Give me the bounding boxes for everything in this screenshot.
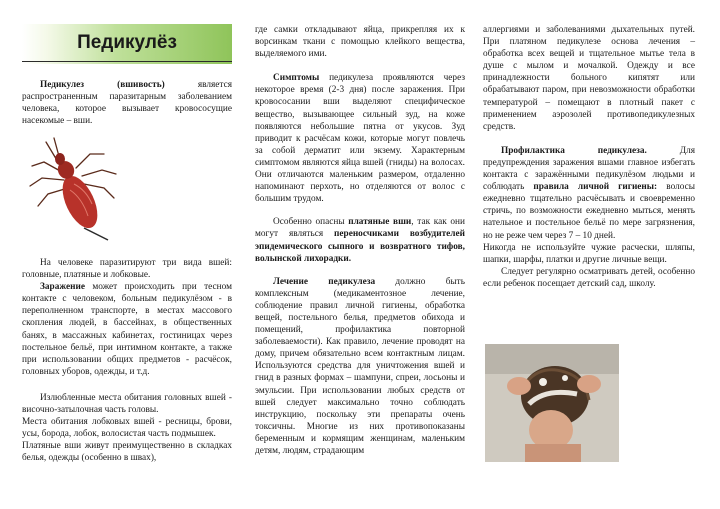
body-lice-term: платяные вши [348, 217, 412, 228]
head-lice-habitat-text: Излюбленные места обитания головных вшей - височно-затылочная часть головы. [22, 392, 232, 416]
intro-text: является распространенным паразитарным заболеванием человека, которое вызывает кровососущие насекомые – вши. [22, 80, 232, 127]
page-title: Педикулёз [77, 32, 177, 53]
inspect-children-text: Следует регулярно осматривать детей, особенно если ребенок посещает детский сад, школу. [483, 266, 695, 289]
title-banner [22, 24, 232, 64]
allergy-treatment-text: аллергиями и заболеваниями дыхательных путей. При платяном педикулезе основа лечения – обработка всех вещей и тщательное мытье тела в душе с мылом и мочалкой. Одежду и все принадлежности больного кипятят или обрабатывают паром, при невозможности обработки температурой – помещают в плотный пакет с применением аэрозолей противопедикулезных средств. [483, 25, 695, 132]
personal-items-text: Никогда не используйте чужие расчески, шляпы, шапки, шарфы, платки и другие личные вещи. [483, 242, 695, 265]
danger-text-a: Особенно опасны [273, 217, 349, 228]
danger-text-c: , так как они могут являться [255, 217, 465, 240]
typhus-carriers-text: переносчиками возбудителей эпидемического сыпного и возвратного тифов, волынской лихорадки. [255, 229, 465, 264]
louse-types-text: На человеке паразитируют три вида вшей: головные, платяные и лобковые. [22, 258, 232, 281]
prevention-term: Профилактика педикулеза. [501, 145, 647, 156]
symptoms-text: педикулеза проявляются через некоторое время (2-3 дня) после заражения. При кровососании вши выделяют специфическое вещество, вызывающее сильный зуд, на коже появляются небольшие пятна от укусов. Зуд приводит к расчёсам кожи, которые могут повлечь за собой дерматит или экзему. Характерным симптомом являются яйца вшей (гниды) на волосах. Они отличаются маленьким размером, отдаленно напоминают перхоть, но отделяются от волос с большим трудом. [255, 73, 465, 205]
column-2 [255, 24, 465, 457]
treatment-text: должно быть комплексным (медикаментозное лечение, соблюдение правил личной гигиены, обработка вещей, постельного белья, предметов обихода и помещений, профилактика повторной заболеваемости). Как правило, лечение проводят на дому, причем обязательно всем контактным лицам. Используются средства для уничтожения вшей и гнид в разных формах – шампуни, спреи, лосьоны и эмульсии. При использовании любых средств от вшей следует максимально точно соблюдать инструкцию, поскольку эти препараты очень токсичны. Многие из них противопоказаны беременным и кормящим женщинам, маленьким детям, людям, страдающим [255, 276, 465, 456]
hair-washing-photo [485, 344, 619, 462]
column-1-intro [22, 79, 232, 127]
body-lice-habitat-text: Платяные вши живут преимущественно в складках белья, одежды (особенно в швах), [22, 441, 232, 464]
pubic-lice-habitat-text: Места обитания лобковых вшей - ресницы, брови, усы, борода, лобок, волосистая часть подмышек. [22, 417, 232, 440]
column-3 [483, 24, 695, 290]
symptoms-term: Симптомы [273, 73, 320, 84]
title-underline [22, 61, 232, 62]
infection-term: Заражение [40, 282, 85, 293]
prevention-text-c: волосы ежедневно тщательно расчёсывать и своевременно стричь, по возможности ежедневно мыться, менять нательное и постельное бельё по мере загрязнения, но не реже чем через 7 – 10 дней. [483, 182, 695, 241]
column-1-body [22, 257, 232, 465]
prevention-text-a: Для предупреждения заражения вшами главное избегать контакта с заражёнными педикулёзом людьми и соблюдать [483, 145, 695, 193]
eggs-text: где самки откладывают яйца, прикрепляя их к ворсинкам ткани с помощью клейкого вещества, выделяемого ими. [255, 25, 465, 60]
treatment-term: Лечение педикулеза [273, 276, 376, 287]
pediculosis-term: Педикулез (вшивость) [40, 80, 165, 90]
infection-text: может происходить при тесном контакте с человеком, больным педикулёзом - в переполненном транспорте, в местах массового скопления людей, в бассейнах, в общественных банях, в массажных кабинетах, гостиницах через постельное бельё, при интимном контакте, а также при использовании общих предметов - расчёсок, головных уборов, одежды, и т.д. [22, 282, 232, 377]
hygiene-rules-term: правила личной гигиены: [533, 182, 658, 193]
louse-icon [24, 132, 124, 242]
